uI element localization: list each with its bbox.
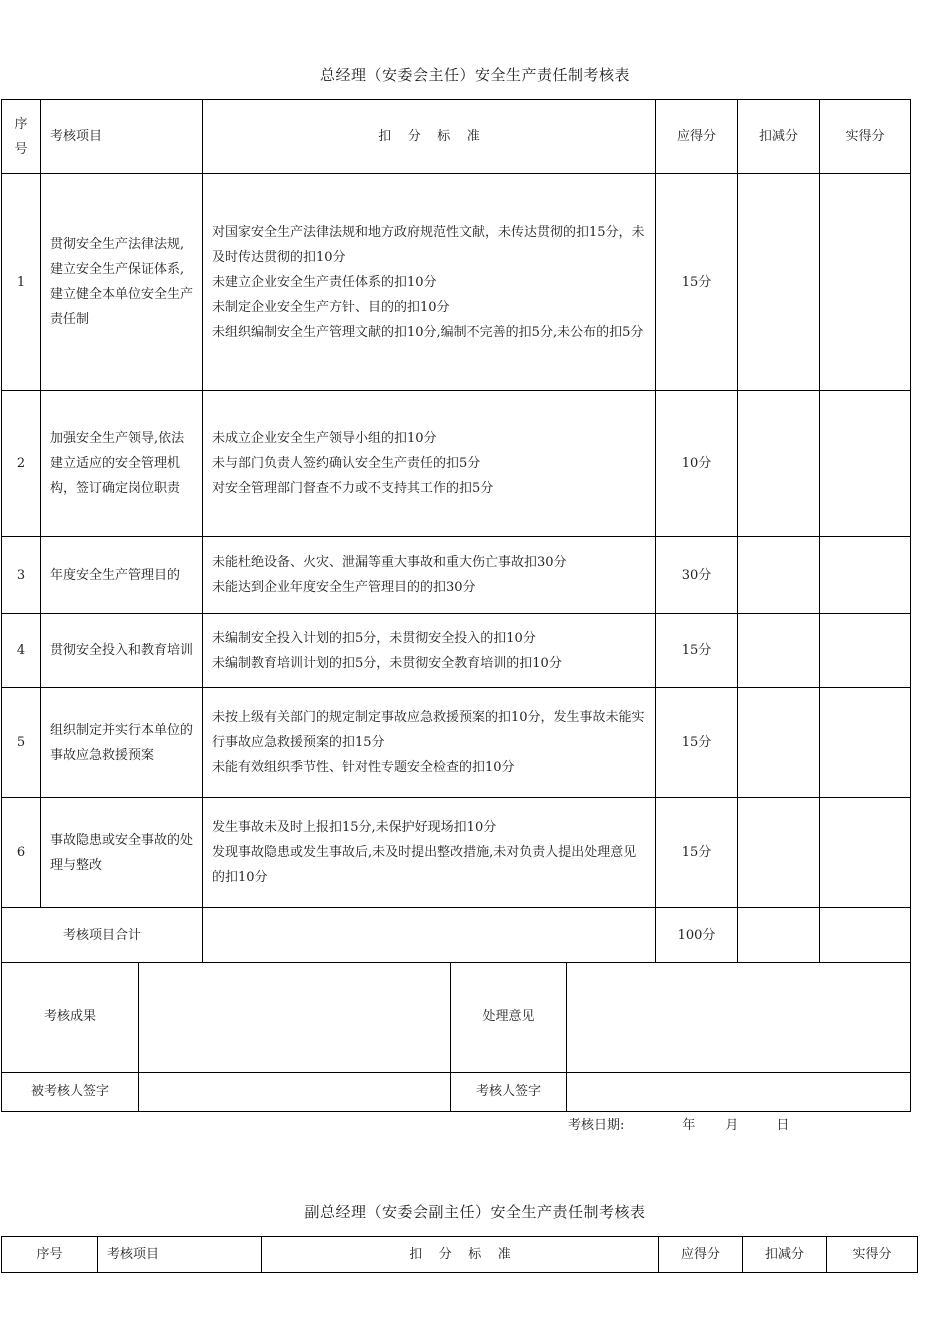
row-seq: 6 (2, 798, 41, 908)
standard-line: 未按上级有关部门的规定制定事故应急救援预案的扣10分，发生事故未能实行事故应急救援预案的扣15分 (212, 710, 645, 750)
row-deduct-cell[interactable] (738, 798, 820, 908)
examinee-sign-field[interactable] (139, 1072, 451, 1111)
row-due: 15分 (656, 174, 738, 391)
standard-line: 未编制安全投入计划的扣5分，未贯彻安全投入的扣10分 (212, 630, 536, 646)
total-deduct-cell[interactable] (738, 908, 820, 963)
standard-line: 未编制教育培训计划的扣5分，未贯彻安全教育培训的扣10分 (212, 655, 562, 671)
date-month: 月 (725, 1118, 739, 1133)
row-due: 30分 (656, 537, 738, 614)
row-actual-cell[interactable] (820, 688, 911, 798)
row-due: 15分 (656, 798, 738, 908)
table2-main (1, 1236, 918, 1273)
table1-footer (1, 962, 911, 1112)
row-deduct-cell[interactable] (738, 614, 820, 688)
row-item: 年度安全生产管理目的 (41, 537, 203, 614)
header-deduct: 扣减分 (743, 1237, 827, 1273)
row-standards (203, 174, 656, 391)
row-item: 组织制定并实行本单位的事故应急救援预案 (41, 688, 203, 798)
table-row (2, 688, 911, 798)
examiner-sign-field[interactable] (567, 1072, 911, 1111)
standard-line: 未能杜绝设备、火灾、泄漏等重大事故和重大伤亡事故扣30分 (212, 555, 567, 570)
standard-line: 未建立企业安全生产责任体系的扣10分 (212, 274, 437, 290)
exam-date-line (568, 1114, 789, 1133)
result-label: 考核成果 (2, 962, 139, 1072)
row-item: 贯彻安全投入和教育培训 (41, 614, 203, 688)
row-item: 贯彻安全生产法律法规,建立安全生产保证体系,建立健全本单位安全生产责任制 (41, 174, 203, 391)
table1-main (1, 99, 911, 963)
standard-line: 未能达到企业年度安全生产管理目的的扣30分 (212, 580, 476, 595)
result-field[interactable] (139, 962, 451, 1072)
standard-line: 未与部门负责人签约确认安全生产责任的扣5分 (212, 456, 481, 471)
examinee-sign-label: 被考核人签字 (2, 1072, 139, 1111)
row-standards (203, 537, 656, 614)
header-standard: 扣 分 标 准 (262, 1237, 659, 1273)
table2-title: 副总经理（安委会副主任）安全生产责任制考核表 (304, 1203, 646, 1221)
standard-line: 对安全管理部门督查不力或不支持其工作的扣5分 (212, 481, 494, 496)
header-item: 考核项目 (41, 100, 203, 174)
opinion-label: 处理意见 (451, 962, 567, 1072)
header-due: 应得分 (656, 100, 738, 174)
header-seq: 序号 (2, 100, 41, 174)
row-seq: 1 (2, 174, 41, 391)
row-deduct-cell[interactable] (738, 174, 820, 391)
signature-row (2, 1072, 911, 1111)
total-due: 100分 (656, 908, 738, 963)
table-row (2, 174, 911, 391)
header-item: 考核项目 (98, 1237, 262, 1273)
row-seq: 2 (2, 391, 41, 537)
opinion-field[interactable] (567, 962, 911, 1072)
row-deduct-cell[interactable] (738, 688, 820, 798)
header-standard: 扣 分 标 准 (203, 100, 656, 174)
table-row (2, 391, 911, 537)
row-due: 10分 (656, 391, 738, 537)
total-actual-cell[interactable] (820, 908, 911, 963)
standard-line: 发生事故未及时上报扣15分,未保护好现场扣10分 (212, 820, 497, 835)
row-standards (203, 798, 656, 908)
table1-header-row (2, 100, 911, 174)
header-deduct: 扣减分 (738, 100, 820, 174)
standard-line: 未能有效组织季节性、针对性专题安全检查的扣10分 (212, 760, 515, 775)
table2-header-row (2, 1237, 918, 1273)
row-deduct-cell[interactable] (738, 537, 820, 614)
header-due: 应得分 (659, 1237, 743, 1273)
row-seq: 4 (2, 614, 41, 688)
row-actual-cell[interactable] (820, 798, 911, 908)
total-row (2, 908, 911, 963)
row-actual-cell[interactable] (820, 391, 911, 537)
row-actual-cell[interactable] (820, 174, 911, 391)
standard-line: 发现事故隐患或发生事故后,未及时提出整改措施,未对负责人提出处理意见的扣10分 (212, 845, 637, 885)
row-standards (203, 614, 656, 688)
row-actual-cell[interactable] (820, 614, 911, 688)
table1-title: 总经理（安委会主任）安全生产责任制考核表 (319, 66, 630, 84)
table-row (2, 614, 911, 688)
row-standards (203, 688, 656, 798)
examiner-sign-label: 考核人签字 (451, 1072, 567, 1111)
result-row (2, 962, 911, 1072)
row-deduct-cell[interactable] (738, 391, 820, 537)
header-seq: 序号 (2, 1237, 98, 1273)
row-actual-cell[interactable] (820, 537, 911, 614)
row-seq: 3 (2, 537, 41, 614)
date-label: 考核日期: (568, 1118, 625, 1133)
standard-line: 对国家安全生产法律法规和地方政府规范性文献，未传达贯彻的扣15分，未及时传达贯彻的扣10分 (212, 224, 645, 265)
row-seq: 5 (2, 688, 41, 798)
total-label: 考核项目合计 (2, 908, 203, 963)
date-year: 年 (682, 1118, 696, 1133)
row-item: 事故隐患或安全事故的处理与整改 (41, 798, 203, 908)
header-actual: 实得分 (820, 100, 911, 174)
standard-line: 未成立企业安全生产领导小组的扣10分 (212, 431, 437, 446)
standard-line: 未组织编制安全生产管理文献的扣10分,编制不完善的扣5分,未公布的扣5分 (212, 324, 644, 340)
table-row (2, 798, 911, 908)
header-actual: 实得分 (827, 1237, 918, 1273)
standard-line: 未制定企业安全生产方针、目的的扣10分 (212, 299, 450, 315)
row-due: 15分 (656, 688, 738, 798)
row-due: 15分 (656, 614, 738, 688)
date-day: 日 (776, 1118, 790, 1133)
row-standards (203, 391, 656, 537)
table-row (2, 537, 911, 614)
total-standard-cell (203, 908, 656, 963)
row-item: 加强安全生产领导,依法建立适应的安全管理机构，签订确定岗位职责 (41, 391, 203, 537)
